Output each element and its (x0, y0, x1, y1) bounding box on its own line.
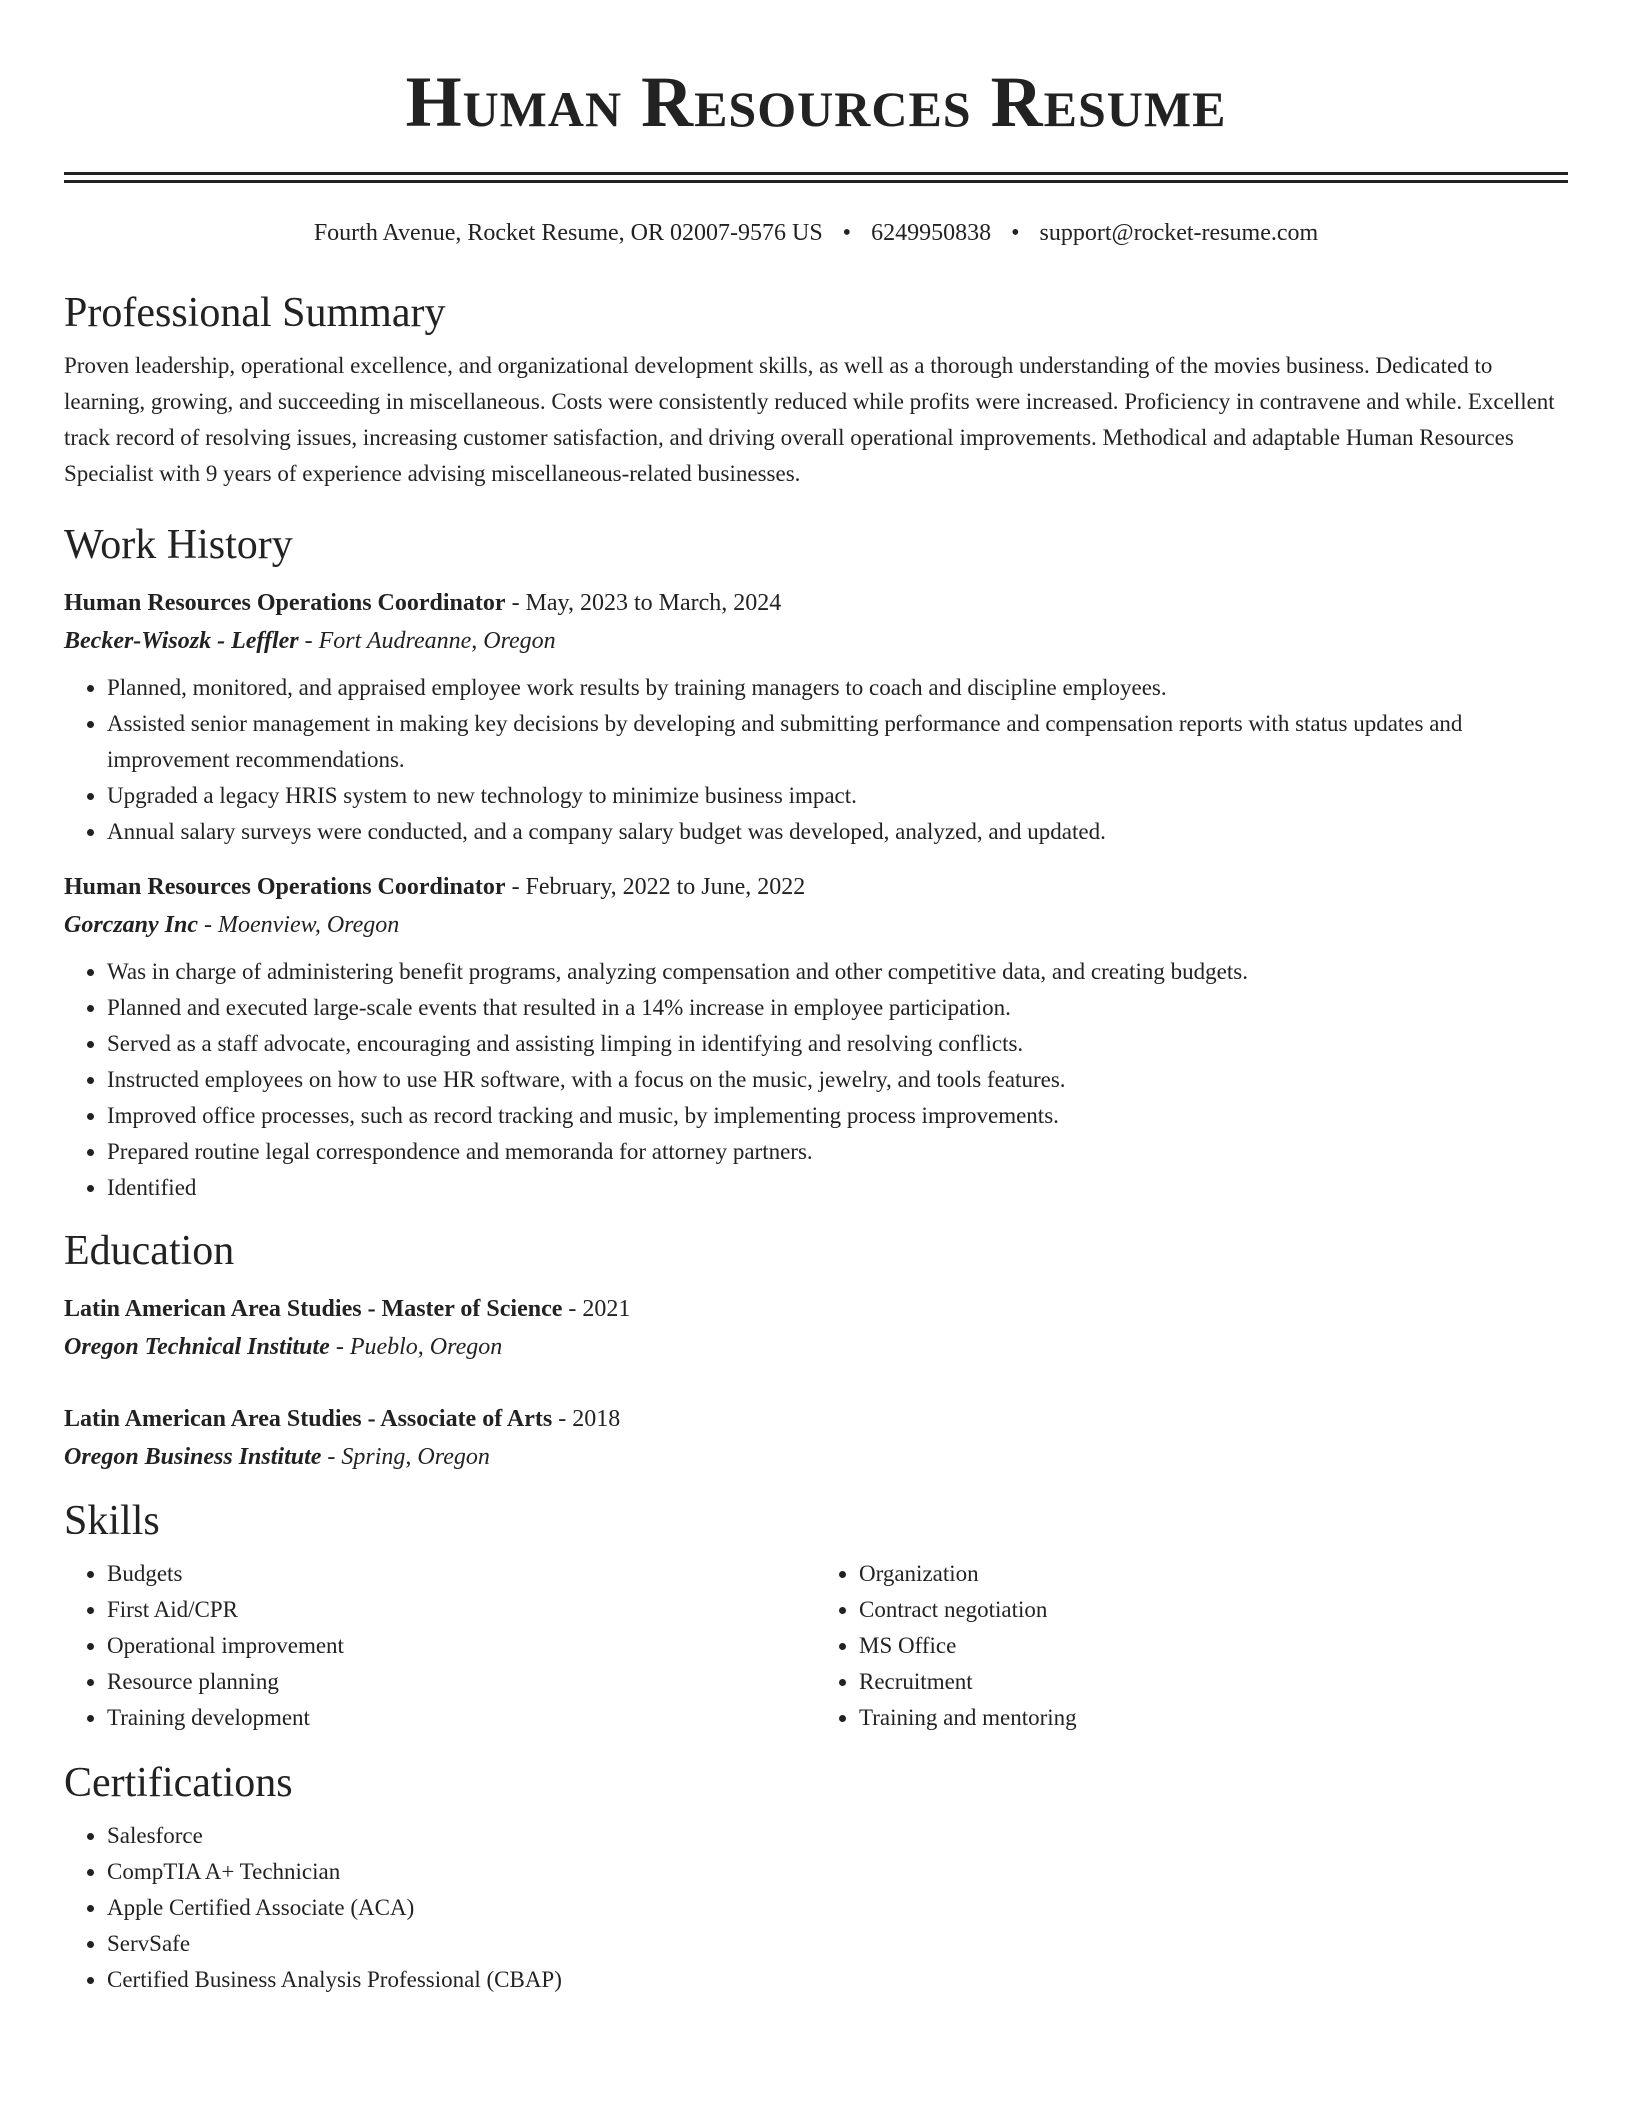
list-item: • First Aid/CPR (107, 1592, 816, 1628)
list-item: • Planned, monitored, and appraised employee work results by training managers to coach and discipline employees. (107, 670, 1568, 706)
list-item: • Operational improvement (107, 1628, 816, 1664)
school-location: - Spring, Oregon (321, 1444, 490, 1470)
company-location: - Fort Audreanne, Oregon (298, 628, 556, 654)
contact-separator: • (842, 220, 852, 246)
list-item: • Was in charge of administering benefit programs, analyzing compensation and other competitive data, and creating budgets. (107, 954, 1568, 990)
list-item: • Certified Business Analysis Professional (CBAP) (107, 1962, 1568, 1998)
job-title-line (64, 868, 1568, 906)
school-line (64, 1328, 1568, 1366)
company-name: Becker-Wisozk - Leffler (64, 628, 299, 654)
contact-separator: • (1011, 220, 1020, 246)
list-item: • Training and mentoring (859, 1700, 1568, 1736)
page-title: Human Resources Resume (405, 62, 1227, 142)
list-item: • Organization (859, 1556, 1568, 1592)
list-item: • MS Office (859, 1628, 1568, 1664)
skills-list-left (64, 1556, 816, 1736)
job-entry (64, 584, 1568, 850)
job-bullets (64, 954, 1568, 1206)
company-name: Gorczany Inc (64, 912, 199, 938)
summary-text: Proven leadership, operational excellence, and organizational development skills, as well as a thorough understanding of the movies business. Dedicated to learning, growing, and succeeding in miscellaneous. Costs were consistently reduced while profits were increased. Proficiency in contravene and while. Excellent track record of resolving issues, increasing customer satisfaction, and driving overall operational improvements. Methodical and adaptable Human Resources Specialist with 9 years of experience advising miscellaneous-related businesses. (64, 353, 1555, 486)
title-divider-thick (64, 172, 1568, 175)
school-name: Oregon Business Institute (64, 1444, 322, 1470)
section-heading-education: Education (64, 1228, 235, 1274)
contact-address: Fourth Avenue, Rocket Resume, OR 02007-9576 US (313, 220, 823, 246)
skills-columns (64, 1556, 1568, 1736)
list-item: • Budgets (107, 1556, 816, 1592)
job-entry (64, 868, 1568, 1206)
degree-line (64, 1400, 1568, 1438)
section-heading-skills: Skills (64, 1498, 160, 1544)
company-line (64, 622, 1568, 660)
certifications-list (64, 1818, 1568, 1998)
section-heading-summary: Professional Summary (64, 290, 446, 336)
school-line (64, 1438, 1568, 1476)
job-dates: - May, 2023 to March, 2024 (505, 590, 782, 616)
list-item: • Identified (107, 1170, 1568, 1206)
degree-name: Latin American Area Studies - Master of Science (64, 1296, 563, 1322)
job-dates: - February, 2022 to June, 2022 (505, 874, 806, 900)
title-divider-thin (64, 180, 1568, 183)
contact-email: support@rocket-resume.com (1039, 220, 1319, 246)
degree-year: - 2021 (562, 1296, 631, 1322)
job-bullets (64, 670, 1568, 850)
school-location: - Pueblo, Oregon (329, 1334, 503, 1360)
list-item: • Apple Certified Associate (ACA) (107, 1890, 1568, 1926)
list-item: • Prepared routine legal correspondence and memoranda for attorney partners. (107, 1134, 1568, 1170)
list-item: • Assisted senior management in making key decisions by developing and submitting performance and compensation reports with status updates and improvement recommendations. (107, 706, 1568, 778)
company-line (64, 906, 1568, 944)
education-entry (64, 1290, 1568, 1366)
list-item: • Resource planning (107, 1664, 816, 1700)
job-title: Human Resources Operations Coordinator (64, 590, 506, 616)
list-item: • CompTIA A+ Technician (107, 1854, 1568, 1890)
list-item: • Instructed employees on how to use HR software, with a focus on the music, jewelry, and tools features. (107, 1062, 1568, 1098)
list-item: • Salesforce (107, 1818, 1568, 1854)
job-title-line (64, 584, 1568, 622)
list-item: • Training development (107, 1700, 816, 1736)
skills-list-right (816, 1556, 1568, 1736)
job-title: Human Resources Operations Coordinator (64, 874, 506, 900)
degree-name: Latin American Area Studies - Associate of Arts (64, 1406, 553, 1432)
education-entry (64, 1400, 1568, 1476)
degree-year: - 2018 (552, 1406, 621, 1432)
contact-line (64, 218, 1568, 248)
section-heading-work: Work History (64, 522, 293, 568)
list-item: • Upgraded a legacy HRIS system to new technology to minimize business impact. (107, 778, 1568, 814)
list-item: • Annual salary surveys were conducted, and a company salary budget was developed, analyzed, and updated. (107, 814, 1568, 850)
school-name: Oregon Technical Institute (64, 1334, 330, 1360)
list-item: • Served as a staff advocate, encouraging and assisting limping in identifying and resolving conflicts. (107, 1026, 1568, 1062)
company-location: - Moenview, Oregon (198, 912, 400, 938)
list-item: • Planned and executed large-scale events that resulted in a 14% increase in employee participation. (107, 990, 1568, 1026)
list-item: • ServSafe (107, 1926, 1568, 1962)
list-item: • Contract negotiation (859, 1592, 1568, 1628)
section-heading-certifications: Certifications (64, 1760, 293, 1806)
degree-line (64, 1290, 1568, 1328)
list-item: • Improved office processes, such as record tracking and music, by implementing process improvements. (107, 1098, 1568, 1134)
list-item: • Recruitment (859, 1664, 1568, 1700)
contact-phone: 6249950838 (871, 220, 992, 246)
